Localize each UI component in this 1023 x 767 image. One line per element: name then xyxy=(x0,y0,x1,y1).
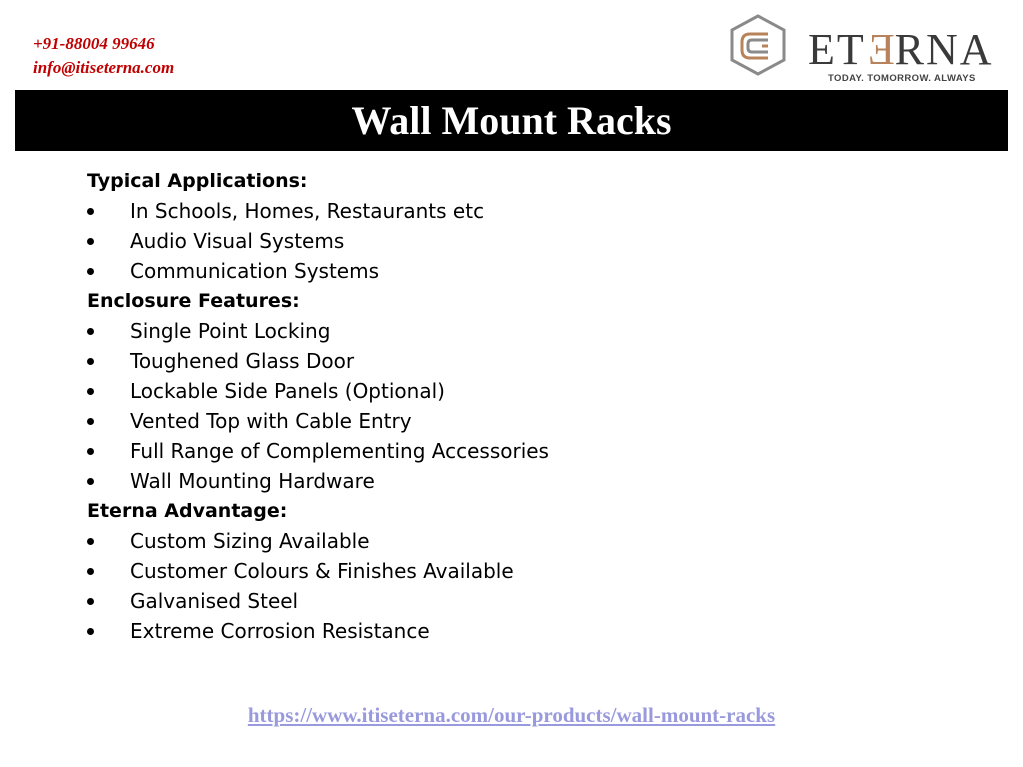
list-item xyxy=(87,616,967,646)
product-page-link[interactable]: https://www.itiseterna.com/our-products/wall-mount-racks xyxy=(247,703,776,727)
list-item xyxy=(87,196,967,226)
list-item-text: Full Range of Complementing Accessories xyxy=(130,439,549,463)
bullet-icon xyxy=(87,268,94,275)
list-item xyxy=(87,466,967,496)
section-heading: Typical Applications: xyxy=(87,170,308,192)
feature-content xyxy=(87,166,967,646)
list-item-text: Wall Mounting Hardware xyxy=(130,469,375,493)
list-item xyxy=(87,346,967,376)
page-title: Wall Mount Racks xyxy=(351,98,672,143)
list-item-text: Extreme Corrosion Resistance xyxy=(130,619,430,643)
list-item-text: Vented Top with Cable Entry xyxy=(130,409,412,433)
bullet-icon xyxy=(87,358,94,365)
logo-text-start: ET xyxy=(808,25,866,74)
bullet-icon xyxy=(87,538,94,545)
list-item xyxy=(87,406,967,436)
list-item-text: Communication Systems xyxy=(130,259,379,283)
logo-wordmark xyxy=(808,25,994,74)
list-item-text: Lockable Side Panels (Optional) xyxy=(130,379,445,403)
title-bar xyxy=(15,90,1008,151)
email-address: info@itiseterna.com xyxy=(33,58,175,77)
logo-text-mirrored-e: E xyxy=(865,25,895,74)
bullet-icon xyxy=(87,448,94,455)
list-item-text: In Schools, Homes, Restaurants etc xyxy=(130,199,485,223)
section-enclosure-features xyxy=(87,286,967,496)
list-item-text: Custom Sizing Available xyxy=(130,529,370,553)
list-item xyxy=(87,586,967,616)
bullet-icon xyxy=(87,208,94,215)
bullet-icon xyxy=(87,238,94,245)
logo-tagline: TODAY. TOMORROW. ALWAYS xyxy=(828,73,976,84)
section-eterna-advantage xyxy=(87,496,967,646)
list-item-text: Toughened Glass Door xyxy=(130,349,355,373)
bullet-icon xyxy=(87,478,94,485)
bullet-icon xyxy=(87,628,94,635)
list-item xyxy=(87,256,967,286)
bullet-icon xyxy=(87,328,94,335)
section-heading: Eterna Advantage: xyxy=(87,500,288,522)
section-heading: Enclosure Features: xyxy=(87,290,300,312)
bullet-icon xyxy=(87,388,94,395)
logo-text-end: RNA xyxy=(894,25,994,74)
list-item xyxy=(87,526,967,556)
list-item-text: Audio Visual Systems xyxy=(130,229,345,253)
list-item-text: Customer Colours & Finishes Available xyxy=(130,559,514,583)
section-typical-applications xyxy=(87,166,967,286)
eterna-logo xyxy=(728,14,1008,90)
list-item xyxy=(87,436,967,466)
list-item xyxy=(87,226,967,256)
bullet-icon xyxy=(87,418,94,425)
list-item xyxy=(87,376,967,406)
list-item-text: Single Point Locking xyxy=(130,319,331,343)
bullet-icon xyxy=(87,568,94,575)
list-item-text: Galvanised Steel xyxy=(130,589,299,613)
hexagon-logo-icon xyxy=(728,14,788,76)
bullet-icon xyxy=(87,598,94,605)
list-item xyxy=(87,316,967,346)
list-item xyxy=(87,556,967,586)
phone-number: +91-88004 99646 xyxy=(33,34,155,53)
contact-info xyxy=(33,32,174,80)
